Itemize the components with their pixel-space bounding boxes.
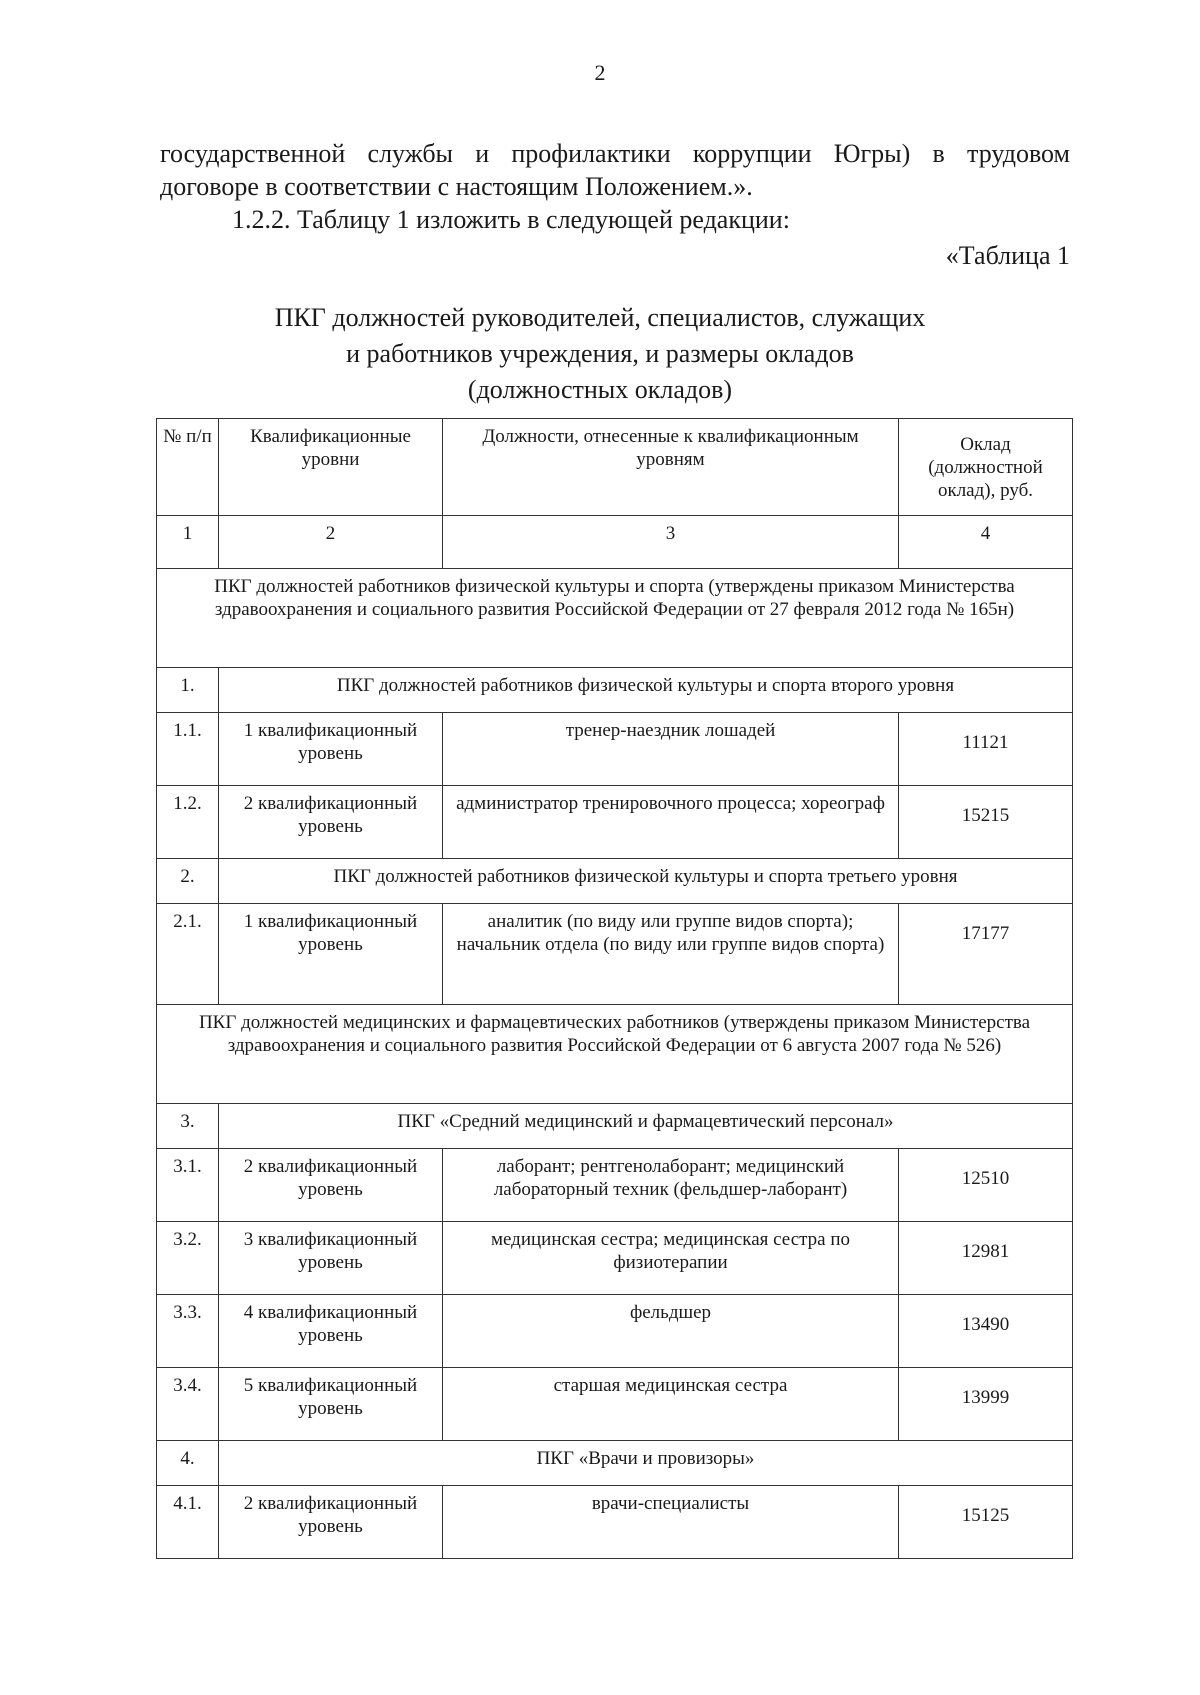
column-number: 1 [157, 516, 219, 569]
table-caption: «Таблица 1 [945, 241, 1070, 270]
subgroup-row [157, 1441, 1073, 1486]
subgroup-row [157, 859, 1073, 904]
row-salary: 13490 [899, 1295, 1073, 1368]
row-num: 4.1. [157, 1486, 219, 1559]
table-row [157, 1486, 1073, 1559]
paragraph-line-1: государственной службы и профилактики коррупции Югры) в трудовом [160, 139, 1070, 168]
row-num: 2.1. [157, 904, 219, 1005]
table-title-line-3: (должностных окладов) [467, 375, 733, 404]
subgroup-num: 4. [157, 1441, 219, 1486]
table-header-row [157, 419, 1073, 516]
paragraph-line-3: 1.2.2. Таблицу 1 изложить в следующей редакции: [232, 205, 790, 234]
salary-table [156, 418, 1073, 1559]
column-number: 4 [899, 516, 1073, 569]
row-level: 1 квалификационный уровень [219, 713, 443, 786]
table-row [157, 1295, 1073, 1368]
group-title: ПКГ должностей медицинских и фармацевтических работников (утверждены приказом Министерства здравоохранения и социального развития Российской Федерации от 6 августа 2007 года № 526) [157, 1005, 1073, 1104]
group-row [157, 1005, 1073, 1104]
row-level: 1 квалификационный уровень [219, 904, 443, 1005]
table-row [157, 1149, 1073, 1222]
row-salary: 12510 [899, 1149, 1073, 1222]
row-num: 1.1. [157, 713, 219, 786]
row-num: 3.3. [157, 1295, 219, 1368]
column-number: 2 [219, 516, 443, 569]
subgroup-num: 3. [157, 1104, 219, 1149]
row-num: 3.1. [157, 1149, 219, 1222]
subgroup-title: ПКГ «Врачи и провизоры» [219, 1441, 1073, 1486]
column-numbers-row [157, 516, 1073, 569]
paragraph-line-2: договоре в соответствии с настоящим Положением.». [160, 172, 753, 201]
row-positions: фельдшер [443, 1295, 899, 1368]
table-row [157, 713, 1073, 786]
subgroup-title: ПКГ «Средний медицинский и фармацевтический персонал» [219, 1104, 1073, 1149]
row-num: 3.4. [157, 1368, 219, 1441]
header-positions: Должности, отнесенные к квалификационным уровням [443, 419, 899, 516]
row-salary: 15125 [899, 1486, 1073, 1559]
table-title-line-1: ПКГ должностей руководителей, специалистов, служащих [274, 303, 926, 332]
table-row [157, 786, 1073, 859]
table-title [0, 300, 1200, 408]
table-title-line-2: и работников учреждения, и размеры окладов [346, 339, 854, 368]
column-number: 3 [443, 516, 899, 569]
row-num: 3.2. [157, 1222, 219, 1295]
row-positions: врачи-специалисты [443, 1486, 899, 1559]
row-positions: тренер-наездник лошадей [443, 713, 899, 786]
header-salary: Оклад (должностной оклад), руб. [899, 419, 1073, 516]
row-level: 2 квалификационный уровень [219, 786, 443, 859]
subgroup-title: ПКГ должностей работников физической культуры и спорта второго уровня [219, 668, 1073, 713]
group-row [157, 569, 1073, 668]
table-row [157, 1368, 1073, 1441]
row-salary: 12981 [899, 1222, 1073, 1295]
row-positions: аналитик (по виду или группе видов спорта); начальник отдела (по виду или группе видов спорта) [443, 904, 899, 1005]
row-salary: 17177 [899, 904, 1073, 1005]
subgroup-title: ПКГ должностей работников физической культуры и спорта третьего уровня [219, 859, 1073, 904]
subgroup-num: 1. [157, 668, 219, 713]
row-num: 1.2. [157, 786, 219, 859]
row-level: 5 квалификационный уровень [219, 1368, 443, 1441]
table-row [157, 904, 1073, 1005]
row-level: 3 квалификационный уровень [219, 1222, 443, 1295]
header-num: № п/п [157, 419, 219, 516]
subgroup-num: 2. [157, 859, 219, 904]
subgroup-row [157, 668, 1073, 713]
row-salary: 15215 [899, 786, 1073, 859]
group-title: ПКГ должностей работников физической культуры и спорта (утверждены приказом Министерства здравоохранения и социального развития Российской Федерации от 27 февраля 2012 года № 165н) [157, 569, 1073, 668]
row-level: 2 квалификационный уровень [219, 1486, 443, 1559]
row-positions: лаборант; рентгенолаборант; медицинский лабораторный техник (фельдшер-лаборант) [443, 1149, 899, 1222]
subgroup-row [157, 1104, 1073, 1149]
row-salary: 13999 [899, 1368, 1073, 1441]
row-positions: администратор тренировочного процесса; хореограф [443, 786, 899, 859]
header-level: Квалификационные уровни [219, 419, 443, 516]
row-level: 4 квалификационный уровень [219, 1295, 443, 1368]
row-level: 2 квалификационный уровень [219, 1149, 443, 1222]
row-positions: медицинская сестра; медицинская сестра по физиотерапии [443, 1222, 899, 1295]
table-row [157, 1222, 1073, 1295]
row-positions: старшая медицинская сестра [443, 1368, 899, 1441]
row-salary: 11121 [899, 713, 1073, 786]
page-number: 2 [594, 60, 606, 85]
